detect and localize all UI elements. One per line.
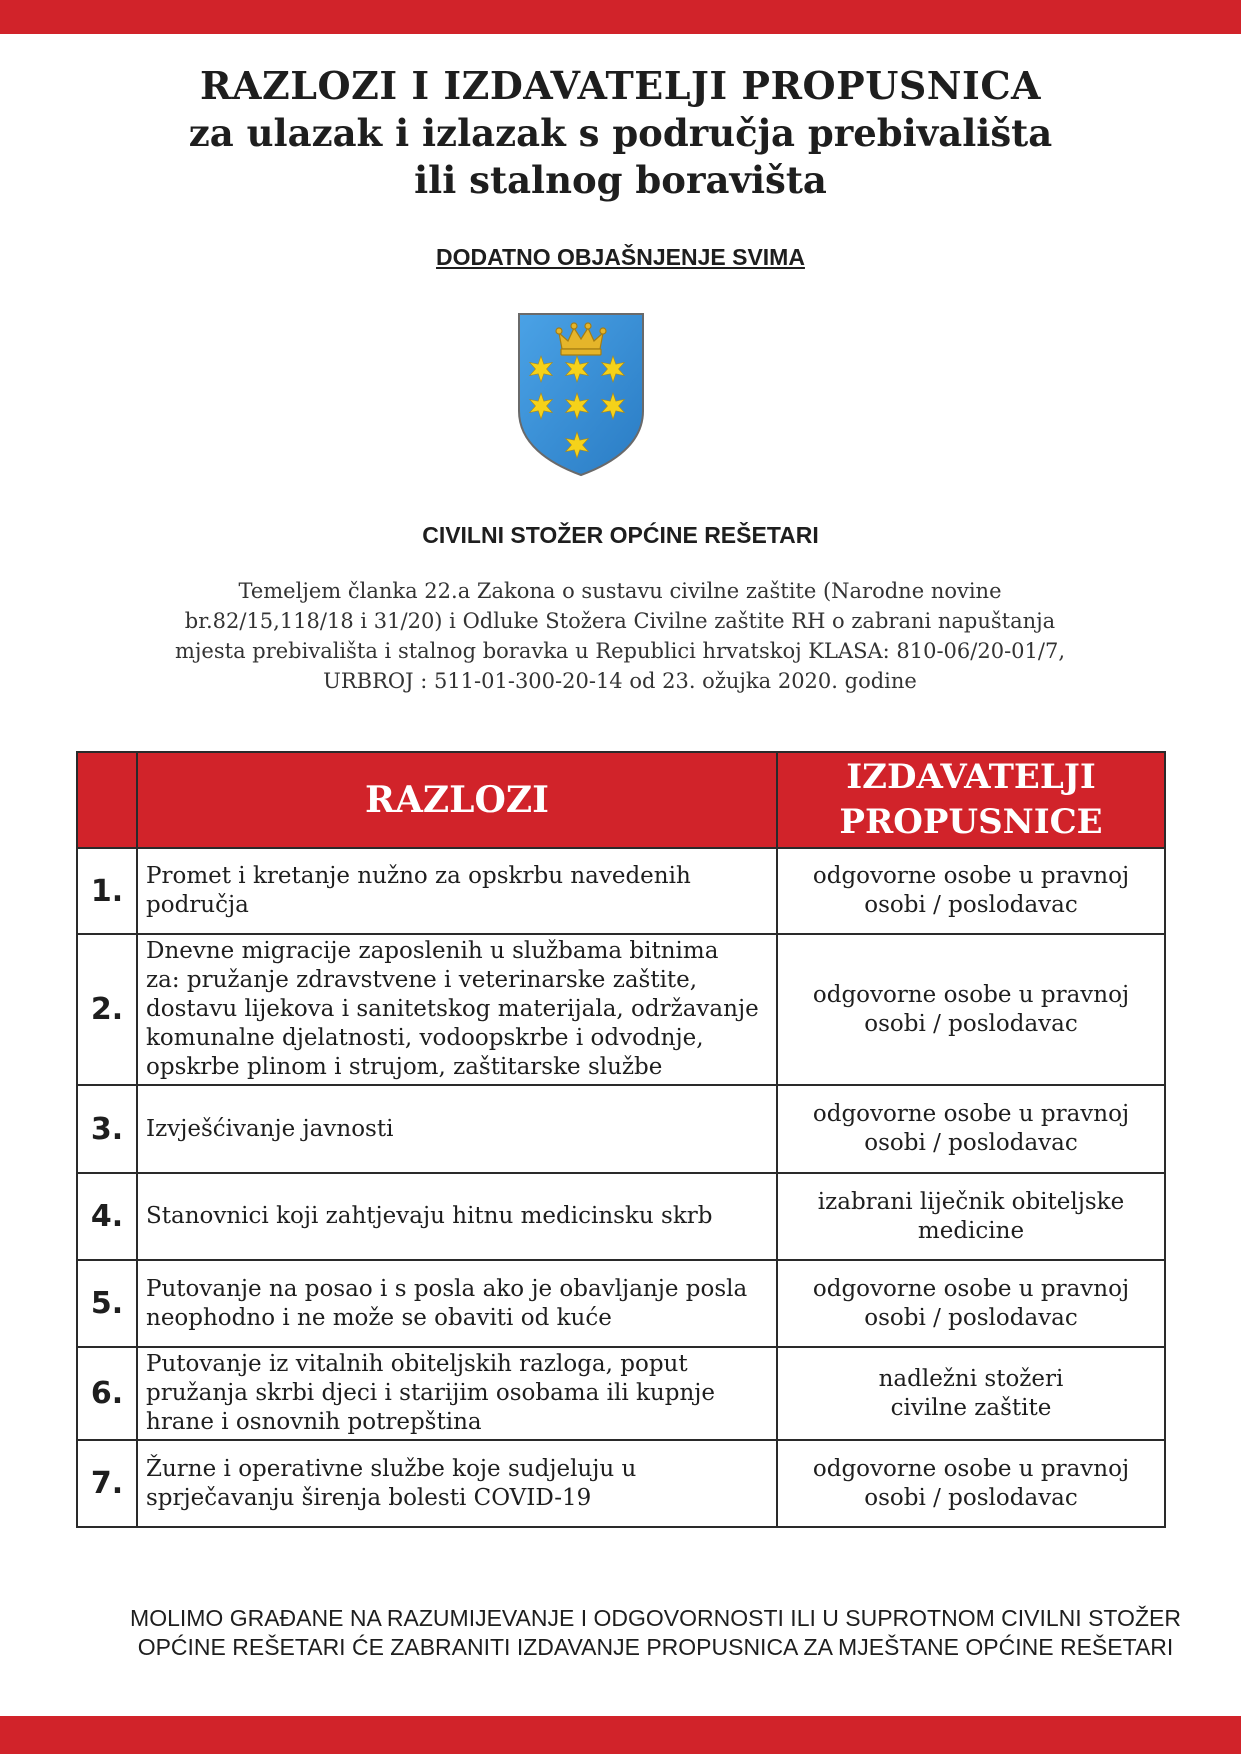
issuer-cell	[777, 848, 1165, 934]
reason-line: dostavu lijekova i sanitetskog materijala, održavanje	[146, 996, 759, 1022]
reason-cell	[137, 1347, 777, 1440]
civil-staff-title: CIVILNI STOŽER OPĆINE REŠETARI	[422, 522, 819, 548]
reason-line: sprječavanju širenja bolesti COVID-19	[146, 1484, 592, 1511]
issuer-line: medicine	[917, 1217, 1025, 1244]
table-row	[77, 1440, 1165, 1527]
reason-line: Putovanje iz vitalnih obiteljskih razloga, poput	[146, 1351, 688, 1377]
top-red-bar	[0, 0, 1241, 34]
coat-of-arms-icon	[516, 311, 646, 477]
reason-line: komunalne djelatnosti, vodoopskrbe i odvodnje,	[146, 1025, 704, 1051]
title-line-3: ili stalnog boravišta	[414, 158, 827, 202]
issuer-line: osobi / poslodavac	[864, 1304, 1078, 1331]
reason-line: Stanovnici koji zahtjevaju hitnu medicinsku skrb	[146, 1203, 713, 1229]
reason-line: Dnevne migracije zaposlenih u službama bitnima	[146, 938, 719, 964]
closing-line: OPĆINE REŠETARI ĆE ZABRANITI IZDAVANJE PROPUSNICA ZA MJEŠTANE OPĆINE REŠETARI	[137, 1634, 1174, 1660]
reason-cell	[137, 848, 777, 934]
issuer-line: osobi / poslodavac	[864, 1484, 1078, 1511]
reason-cell	[137, 1085, 777, 1173]
legal-basis-text	[170, 576, 1070, 696]
row-number: 5.	[77, 1260, 137, 1347]
issuer-line: osobi / poslodavac	[864, 892, 1078, 918]
reason-line: neophodno i ne može se obaviti od kuće	[146, 1304, 612, 1331]
reasons-table	[76, 751, 1166, 1528]
header-issuers-line: IZDAVATELJI	[846, 757, 1096, 797]
reason-cell	[137, 934, 777, 1085]
reason-line: opskrbe plinom i strujom, zaštitarske službe	[146, 1054, 663, 1080]
reason-cell	[137, 1173, 777, 1260]
issuer-line: odgovorne osobe u pravnoj	[812, 1455, 1130, 1482]
issuer-line: nadležni stožeri	[878, 1365, 1064, 1392]
row-number: 7.	[77, 1440, 137, 1527]
legal-line: Temeljem članka 22.a Zakona o sustavu civilne zaštite (Narodne novine	[238, 579, 1002, 603]
issuer-cell	[777, 1173, 1165, 1260]
header-issuers-line: PROPUSNICE	[839, 802, 1103, 842]
closing-line: MOLIMO GRAĐANE NA RAZUMIJEVANJE I ODGOVORNOSTI ILI U SUPROTNOM CIVILNI STOŽER	[130, 1605, 1181, 1631]
legal-line: br.82/15,118/18 i 31/20) i Odluke Stožera Civilne zaštite RH o zabrani napuštanja	[184, 609, 1056, 633]
reason-line: područja	[146, 892, 249, 918]
issuer-line: civilne zaštite	[890, 1394, 1052, 1421]
issuer-line: odgovorne osobe u pravnoj	[812, 1101, 1130, 1127]
issuer-line: osobi / poslodavac	[864, 1130, 1078, 1156]
issuer-line: osobi / poslodavac	[864, 1010, 1078, 1037]
row-number: 1.	[77, 848, 137, 934]
document-title	[0, 62, 1241, 204]
reason-line: Žurne i operativne službe koje sudjeluju u	[146, 1455, 637, 1482]
issuer-line: odgovorne osobe u pravnoj	[812, 981, 1130, 1008]
issuer-line: izabrani liječnik obiteljske	[817, 1188, 1125, 1215]
row-number: 4.	[77, 1173, 137, 1260]
row-number: 3.	[77, 1085, 137, 1173]
header-reasons: RAZLOZI	[137, 752, 777, 848]
issuer-cell	[777, 934, 1165, 1085]
table-row	[77, 1173, 1165, 1260]
reason-cell	[137, 1440, 777, 1527]
reason-line: Putovanje na posao i s posla ako je obavljanje posla	[146, 1275, 748, 1302]
issuer-line: odgovorne osobe u pravnoj	[812, 1275, 1130, 1302]
legal-line: mjesta prebivališta i stalnog boravka u Republici hrvatskoj KLASA: 810-06/20-01/7,	[175, 639, 1065, 663]
title-line-1: RAZLOZI I IZDAVATELJI PROPUSNICA	[199, 63, 1042, 108]
header-number-cell	[77, 752, 137, 848]
closing-notice	[70, 1604, 1241, 1662]
issuer-cell	[777, 1347, 1165, 1440]
table-row	[77, 1085, 1165, 1173]
title-line-2: za ulazak i izlazak s područja prebivališta	[188, 111, 1053, 155]
reason-line: za: pružanje zdravstvene i veterinarske zaštite,	[146, 967, 698, 993]
header-issuers	[777, 752, 1165, 848]
row-number: 6.	[77, 1347, 137, 1440]
table-row	[77, 1260, 1165, 1347]
table-row	[77, 934, 1165, 1085]
reason-line: Promet i kretanje nužno za opskrbu navedenih	[146, 863, 691, 889]
reason-cell	[137, 1260, 777, 1347]
issuer-cell	[777, 1260, 1165, 1347]
issuer-cell	[777, 1085, 1165, 1173]
legal-line: URBROJ : 511-01-300-20-14 od 23. ožujka 2020. godine	[323, 669, 917, 693]
table-row	[77, 1347, 1165, 1440]
reason-line: Izvješćivanje javnosti	[146, 1115, 394, 1142]
bottom-red-bar	[0, 1716, 1241, 1754]
reason-line: hrane i osnovnih potrepština	[146, 1409, 482, 1435]
table-header-row	[77, 752, 1165, 848]
subtitle: DODATNO OBJAŠNJENJE SVIMA	[436, 244, 805, 270]
table-row	[77, 848, 1165, 934]
issuer-line: odgovorne osobe u pravnoj	[812, 863, 1130, 889]
issuer-cell	[777, 1440, 1165, 1527]
reason-line: pružanja skrbi djeci i starijim osobama ili kupnje	[146, 1380, 716, 1406]
row-number: 2.	[77, 934, 137, 1085]
